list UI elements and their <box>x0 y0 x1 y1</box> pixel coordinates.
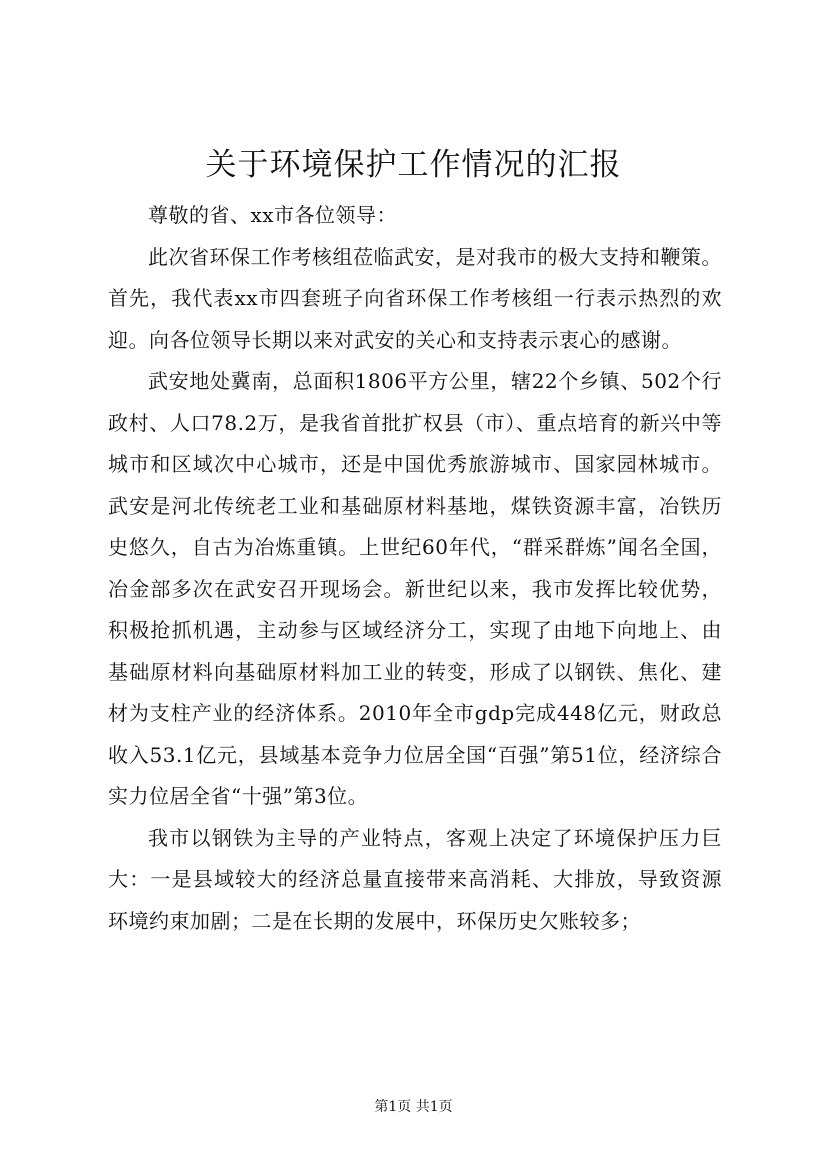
paragraph-3: 我市以钢铁为主导的产业特点，客观上决定了环境保护压力巨大：一是县域较大的经济总量直接带来高消耗、大排放，导致资源环境约束加剧；二是在长期的发展中，环保历史欠账较多； <box>108 825 722 933</box>
paragraph-2: 武安地处冀南，总面积1806平方公里，辖22个乡镇、502个行政村、人口78.2万，是我省首批扩权县（市）、重点培育的新兴中等城市和区域次中心城市，还是中国优秀旅游城市、国家园林城市。武安是河北传统老工业和基础原材料基地，煤铁资源丰富，冶铁历史悠久，自古为冶炼重镇。上世纪60年代，“群采群炼”闻名全国，冶金部多次在武安召开现场会。新世纪以来，我市发挥比较优势，积极抢抓机遇，主动参与区域经济分工，实现了由地下向地上、由基础原材料向基础原材料加工业的转变，形成了以钢铁、焦化、建材为支柱产业的经济体系。2010年全市gdp完成448亿元，财政总收入53.1亿元，县域基本竞争力位居全国“百强”第51位，经济综合实力位居全省“十强”第3位。 <box>108 369 722 808</box>
document-body <box>108 195 722 942</box>
document-title: 关于环境保护工作情况的汇报 <box>205 147 622 183</box>
paragraph-1: 此次省环保工作考核组莅临武安，是对我市的极大支持和鞭策。首先，我代表xx市四套班子向省环保工作考核组一行表示热烈的欢迎。向各位领导长期以来对武安的关心和支持表示衷心的感谢。 <box>108 244 722 352</box>
page-footer: 第1页 共1页 <box>374 1099 453 1115</box>
salutation: 尊敬的省、xx市各位领导： <box>148 203 398 227</box>
